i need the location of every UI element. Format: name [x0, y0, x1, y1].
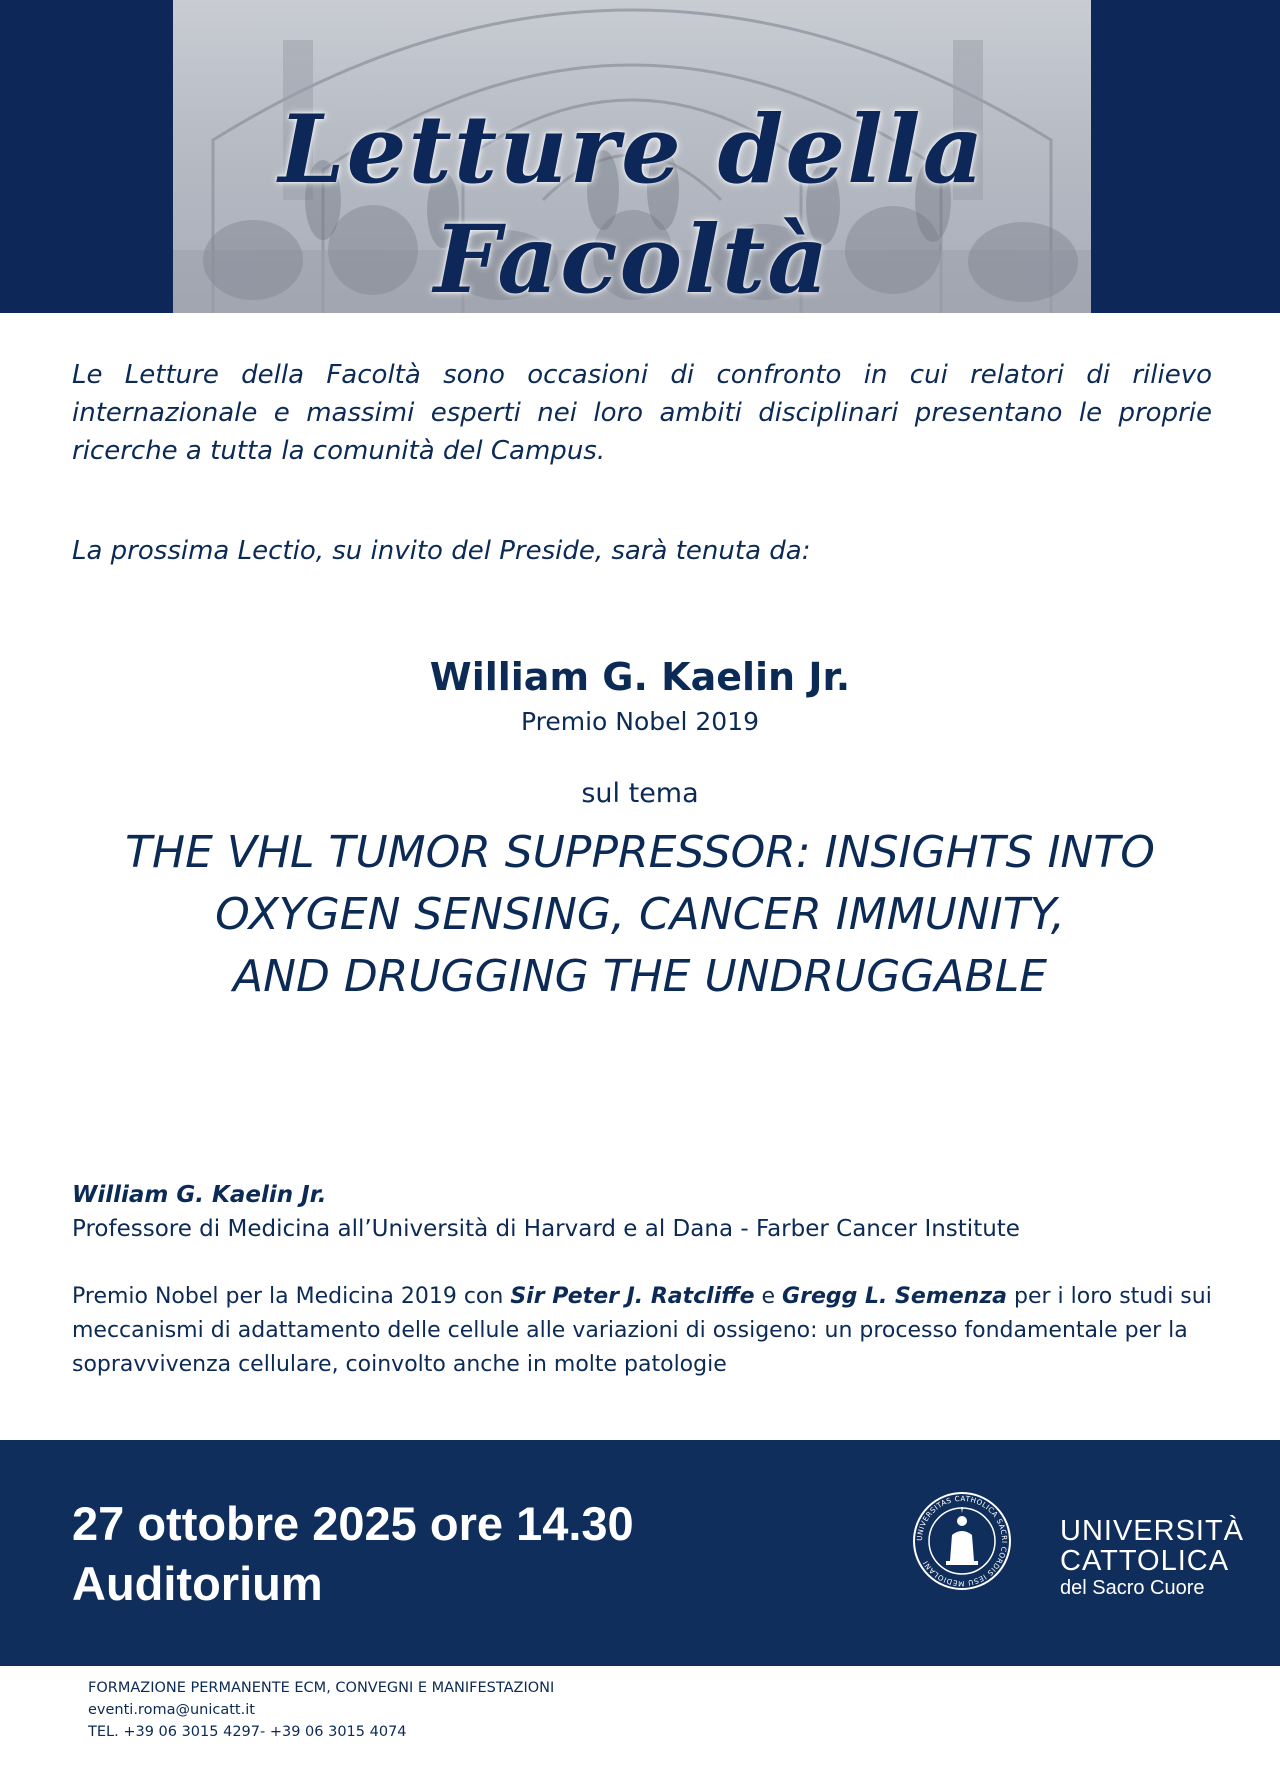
intro-paragraph: Le Letture della Facoltà sono occasioni di confronto in cui relatori di rilievo internazionale e massimi esperti nei loro ambiti disciplinari presentano le proprie ricerche a tutta la comunità del Campus. [72, 360, 1212, 466]
contacts-office: FORMAZIONE PERMANENTE ECM, CONVEGNI E MANIFESTAZIONI [88, 1680, 555, 1696]
university-seal-icon [912, 1491, 1012, 1591]
bio-prize-text: e [754, 1284, 783, 1309]
topic-label: sul tema [581, 778, 699, 809]
topic-title [60, 822, 1220, 1008]
speaker-name: William G. Kaelin Jr. [429, 655, 851, 699]
seal-text: UNIVERSITAS CATHOLICA SACRI CORDIS IESU MEDIOLANI [914, 1493, 1010, 1589]
bio-role: Professore di Medicina all’Università di Harvard e al Dana - Farber Cancer Institute [72, 1216, 1020, 1242]
university-name-line: UNIVERSITÀ [1060, 1515, 1245, 1547]
bio-colleague: Gregg L. Semenza [782, 1284, 1007, 1309]
university-name [1060, 1516, 1244, 1600]
speaker-prize: Premio Nobel 2019 [520, 707, 760, 736]
bio-name: William G. Kaelin Jr. [72, 1182, 327, 1208]
invite-text: La prossima Lectio, su invito del Preside, sarà tenuta da: [72, 536, 811, 566]
header-banner [0, 0, 1280, 313]
contacts-phone: TEL. +39 06 3015 4297- +39 06 3015 4074 [88, 1724, 407, 1740]
topic-title-line: THE VHL TUMOR SUPPRESSOR: INSIGHTS INTO [125, 827, 1155, 878]
event-place: Auditorium [72, 1557, 323, 1610]
topic-title-line: OXYGEN SENSING, CANCER IMMUNITY, [215, 889, 1065, 940]
bio-prize-paragraph [72, 1280, 1212, 1382]
university-name-line: CATTOLICA [1060, 1545, 1230, 1577]
contacts-email[interactable]: eventi.roma@unicatt.it [88, 1702, 255, 1718]
university-name-line: del Sacro Cuore [1060, 1577, 1205, 1599]
topic-title-line: AND DRUGGING THE UNDRUGGABLE [232, 951, 1048, 1002]
event-date-time: 27 ottobre 2025 ore 14.30 [72, 1497, 634, 1550]
bio-prize-text: Premio Nobel per la Medicina 2019 con [72, 1284, 511, 1309]
bio-colleague: Sir Peter J. Ratcliffe [510, 1284, 755, 1309]
bio-prize-text: per i loro studi sui meccanismi di adattamento delle cellule alle variazioni di ossigeno: un processo fondamentale per la sopravvivenza cellulare, coinvolto anche in molte patologie [72, 1284, 1212, 1377]
page-title: Letture della Facoltà [278, 95, 986, 315]
contacts-block [88, 1677, 554, 1743]
